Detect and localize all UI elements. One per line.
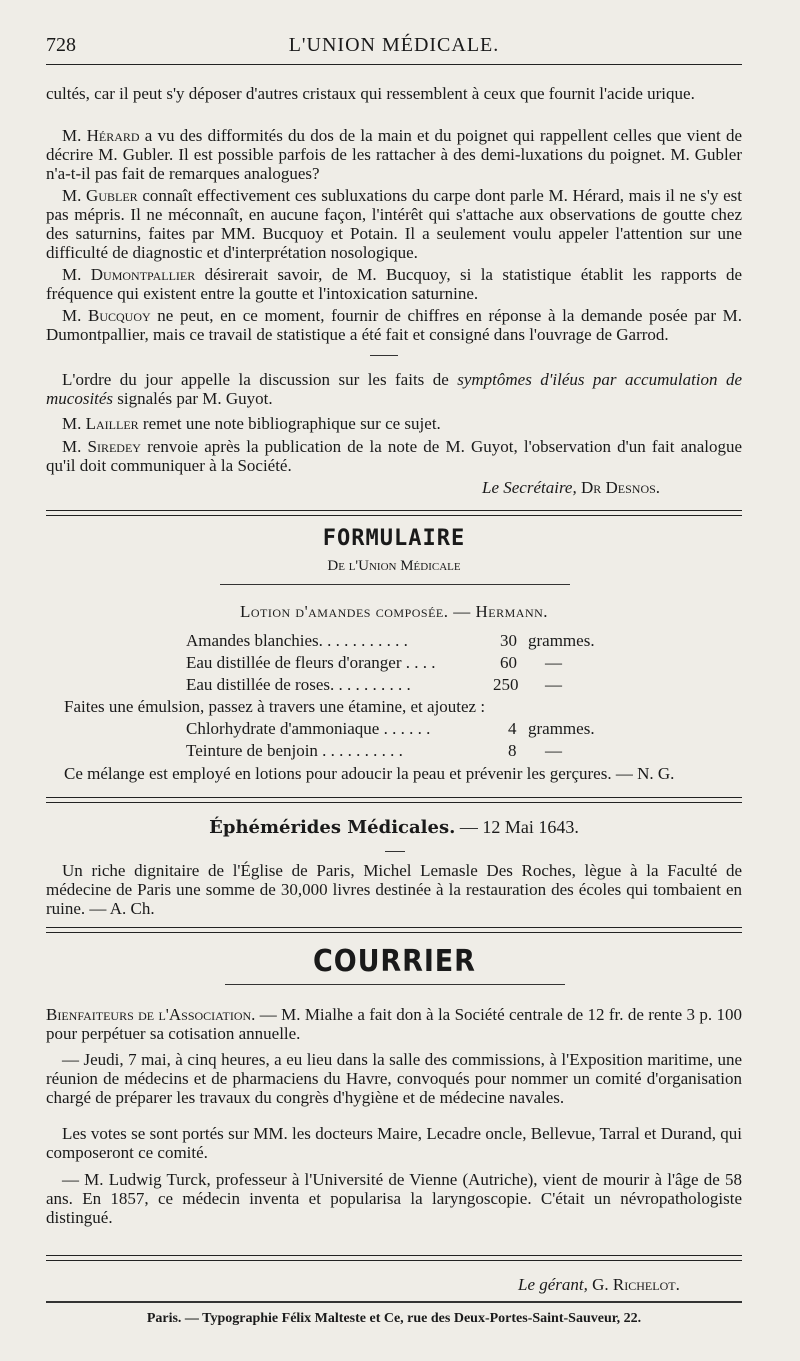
ephemerides-date: — 12 Mai 1643. xyxy=(455,817,579,837)
footer-rule xyxy=(46,1301,742,1303)
paragraph-lailler xyxy=(46,414,742,433)
paragraph-bucquoy xyxy=(46,306,742,344)
short-rule xyxy=(385,851,405,852)
speaker-name: M. Bucquoy xyxy=(62,306,151,325)
running-title: L'UNION MÉDICALE. xyxy=(288,34,500,56)
formulaire-title: FORMULAIRE xyxy=(322,526,466,551)
paragraph-cultes: cultés, car il peut s'y déposer d'autres cristaux qui ressemblent à ceux que fournit l'acide urique. xyxy=(46,84,695,103)
speaker-name: M. Gubler xyxy=(62,186,138,205)
paragraph-text: connaît effectivement ces subluxations du carpe dont parle M. Hérard, mais il ne s'y est pas mépris. Il ne méconnaît, en aucune façon, l'intérêt qui s'attache aux observations de goutte chez des saturnins, faites par MM. Bucquoy et Potain. Il a seulement voulu appeler l'attention sur une difficulté de diagnostic et d'interprétation nosologique. xyxy=(46,186,742,262)
paragraph-herard xyxy=(46,126,742,183)
paragraph-votes: Les votes se sont portés sur MM. les docteurs Maire, Lecadre oncle, Bellevue, Tarral et Durand, qui composeront ce comité. xyxy=(46,1124,742,1162)
ingredient-name: Eau distillée de roses. . . . . . . . . . xyxy=(186,675,411,694)
ingredient-qty: 4 xyxy=(508,719,517,738)
paragraph-text: — M. Mialhe a fait don à la Société centrale de 12 fr. de rente 3 p. 100 pour perpétuer sa cotisation annuelle. xyxy=(46,1005,742,1043)
paragraph-turck: — M. Ludwig Turck, professeur à l'Université de Vienne (Autriche), vient de mourir à l'âge de 58 ans. En 1857, ce médecin inventa et popularisa la laryngoscopie. C'était un névropathologiste distingué. xyxy=(46,1170,742,1227)
ingredient-qty: 250 xyxy=(493,675,519,694)
ingredient-qty: 30 xyxy=(500,631,517,650)
paragraph-text: remet une note bibliographique sur ce sujet. xyxy=(138,414,441,433)
signature-name: Dr Desnos. xyxy=(576,478,661,497)
gerant-signature xyxy=(518,1275,680,1295)
secretary-signature xyxy=(482,478,660,498)
courrier-rule xyxy=(225,984,565,985)
paragraph-siredey xyxy=(46,437,742,475)
ephemerides-title: Éphémérides Médicales. xyxy=(209,817,456,838)
paragraph-text: ne peut, en ce moment, fournir de chiffres en réponse à la demande posée par M. Dumontpallier, mais ce travail de statistique a été fait et consigné dans l'ouvrage de Garrod. xyxy=(46,306,743,344)
speaker-name: M. Lailler xyxy=(62,414,139,433)
formulaire-subtitle: De l'Union Médicale xyxy=(327,558,461,574)
paragraph-gubler xyxy=(46,186,742,262)
section-divider xyxy=(46,927,742,933)
ingredient-unit: — xyxy=(545,741,562,760)
paragraph-bienfaiteurs xyxy=(46,1005,742,1043)
ingredient-name: Teinture de benjoin . . . . . . . . . . xyxy=(186,741,403,760)
speaker-name: M. Hérard xyxy=(62,126,140,145)
recipe-title: Lotion d'amandes composée. — Hermann. xyxy=(239,602,549,621)
ingredient-name: Eau distillée de fleurs d'oranger . . . . xyxy=(186,653,436,672)
speaker-name: M. Dumontpallier xyxy=(62,265,196,284)
section-divider xyxy=(46,510,742,516)
italic-topic: symptômes d'iléus par accumulation de mucosités xyxy=(46,370,742,408)
ingredient-unit: — xyxy=(545,675,562,694)
section-divider xyxy=(46,797,742,803)
gerant-label: Le gérant, xyxy=(518,1275,588,1294)
paragraph-text: renvoie après la publication de la note de M. Guyot, l'observation d'un fait analogue qu'il doit communiquer à la Société. xyxy=(46,437,743,475)
short-rule xyxy=(370,355,398,356)
paragraph-text: signalés par M. Guyot. xyxy=(113,389,273,408)
ephemerides-text: Un riche dignitaire de l'Église de Paris, Michel Lemasle Des Roches, lègue à la Faculté de médecine de Paris une somme de 30,000 livres destinée à la restauration des écoles qui tombaient en ruine. — A. Ch. xyxy=(46,861,742,918)
paragraph-text: désirerait savoir, de M. Bucquoy, si la statistique établit les rapports de fréquence qui existent entre la goutte et l'intoxication saturnine. xyxy=(46,265,743,303)
signature-label: Le Secrétaire, xyxy=(482,478,577,497)
ingredient-name: Amandes blanchies. . . . . . . . . . . xyxy=(186,631,408,650)
paragraph-dumontpallier xyxy=(46,265,742,303)
courrier-heading xyxy=(46,944,742,979)
paragraph-reunion: — Jeudi, 7 mai, à cinq heures, a eu lieu dans la salle des commissions, à l'Exposition maritime, une réunion de médecins et de pharmaciens du Havre, convoqués pour nommer un comité d'organisation chargé de préparer les travaux du congrès d'hygiène et de médecine navales. xyxy=(46,1050,742,1107)
recipe-instruction: Faites une émulsion, passez à travers une étamine, et ajoutez : xyxy=(64,697,486,716)
gerant-name: G. Richelot. xyxy=(587,1275,680,1294)
paragraph-ordre-du-jour xyxy=(46,370,742,408)
formulaire-rule xyxy=(220,584,570,585)
ingredient-unit: — xyxy=(545,653,562,672)
page-number: 728 xyxy=(46,34,76,56)
section-divider xyxy=(46,1255,742,1261)
paragraph-text: a vu des difformités du dos de la main et du poignet qui rappellent celles que vient de décrire M. Gubler. Il est possible parfois de les rattacher à des demi-luxations du poignet. M. Gubler n'a-t-il pas fait de remarques analogues? xyxy=(46,126,742,183)
ingredient-qty: 60 xyxy=(500,653,517,672)
ingredient-unit: grammes. xyxy=(528,719,595,738)
header-rule xyxy=(46,64,742,65)
ingredient-qty: 8 xyxy=(508,741,517,760)
ingredient-unit: grammes. xyxy=(528,631,595,650)
paragraph-text: L'ordre du jour appelle la discussion sur les faits de xyxy=(62,370,458,389)
paragraph-heading: Bienfaiteurs de l'Association. xyxy=(46,1005,256,1024)
page-header xyxy=(46,30,742,64)
printer-imprint: Paris. — Typographie Félix Malteste et Ce, rue des Deux-Portes-Saint-Sauveur, 22. xyxy=(146,1311,642,1326)
courrier-title: COURRIER xyxy=(312,944,476,979)
ingredient-name: Chlorhydrate d'ammoniaque . . . . . . xyxy=(186,719,431,738)
ephemerides-heading xyxy=(46,817,742,838)
speaker-name: M. Siredey xyxy=(62,437,141,456)
recipe-usage: Ce mélange est employé en lotions pour adoucir la peau et prévenir les gerçures. — N. G. xyxy=(64,764,675,783)
